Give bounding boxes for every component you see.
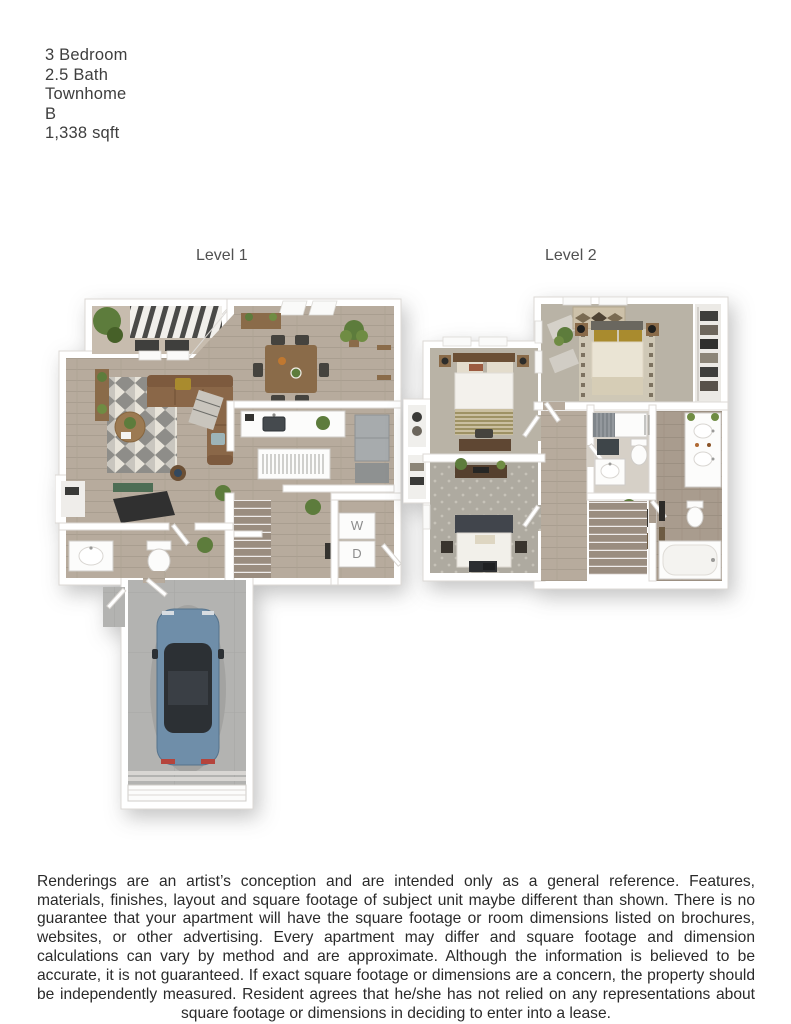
desk bbox=[459, 439, 511, 451]
bath-plant bbox=[197, 537, 213, 553]
olive-pillow-l bbox=[594, 330, 617, 342]
stairs-level2 bbox=[589, 501, 647, 575]
skylight bbox=[279, 301, 307, 315]
washer-label: W bbox=[350, 518, 364, 533]
bathtub bbox=[659, 541, 721, 579]
car bbox=[150, 605, 226, 773]
blue-pillow bbox=[211, 433, 225, 445]
toilet bbox=[147, 541, 171, 573]
olive-pillow-r bbox=[619, 330, 642, 342]
wall-art bbox=[325, 543, 331, 559]
balcony bbox=[92, 306, 222, 354]
unit-info bbox=[45, 46, 128, 144]
folded-blanket bbox=[592, 377, 643, 395]
dining-chair bbox=[295, 335, 309, 345]
dining-chair bbox=[271, 335, 285, 345]
stair-railing bbox=[234, 531, 262, 537]
level1-floorplan bbox=[55, 293, 405, 810]
unit-area: 1,338 sqft bbox=[45, 124, 120, 142]
kitchen-sink bbox=[263, 417, 285, 431]
desk-chair bbox=[475, 429, 493, 438]
unit-type: Townhome bbox=[45, 85, 127, 103]
car-taillight bbox=[161, 759, 175, 764]
car-taillight-2 bbox=[201, 759, 215, 764]
level1-label: Level 1 bbox=[196, 247, 248, 264]
shower-curtain bbox=[593, 413, 615, 437]
master-duvet bbox=[592, 342, 643, 378]
entry-bench bbox=[113, 483, 153, 492]
car-mirror-right bbox=[218, 649, 224, 659]
master-headboard bbox=[591, 321, 643, 330]
lower-cabinet bbox=[355, 463, 389, 483]
headboard bbox=[453, 353, 515, 362]
coffee-table bbox=[115, 412, 145, 442]
car-roof bbox=[168, 671, 208, 705]
wall-shelf-2 bbox=[377, 375, 391, 380]
wall-shelf bbox=[377, 345, 391, 350]
unit-plan-letter: B bbox=[45, 104, 57, 123]
disclaimer-text: Renderings are an artist’s conception and are intended only as a general reference. Features, materials, finishes, layout and square footage of subject unit maybe different than shown. There is no guarantee that your apartment will have the square footage or room dimensions listed on brochures, websites, or other advertising. Every apartment may differ and square footage and dimension calculations can vary by method and are approximate. Although the information is believed to be accurate, it is not guaranteed. If exact square footage or dimensions are a concern, the property should be independently measured. Resident agrees that he/she has not relied on any representations about square footage or dimensions in deciding to enter into a lease. bbox=[37, 872, 755, 1022]
skylight-2 bbox=[309, 301, 337, 315]
bed-duvet bbox=[455, 373, 513, 409]
nightstand-dark-2 bbox=[515, 541, 527, 553]
dark-headboard bbox=[455, 515, 513, 533]
hallway-level2 bbox=[589, 499, 648, 575]
unit-bathrooms: 2.5 Bath bbox=[45, 65, 109, 84]
patio-door-2 bbox=[167, 351, 189, 360]
kitchen-counter bbox=[241, 411, 345, 437]
nightstand-dark bbox=[441, 541, 453, 553]
master-toilet bbox=[687, 501, 703, 527]
hall-toilet bbox=[631, 439, 647, 465]
bath-art bbox=[659, 501, 665, 521]
unit-bedrooms: 3 Bedroom bbox=[45, 46, 128, 64]
dining-table bbox=[265, 345, 317, 393]
patio-door bbox=[139, 351, 161, 360]
level2-floorplan bbox=[403, 295, 765, 595]
bath-mat bbox=[597, 439, 619, 455]
dryer-label: D bbox=[352, 546, 362, 561]
olive-pillow bbox=[175, 378, 191, 390]
level2-label: Level 2 bbox=[545, 247, 597, 264]
stairs-level1 bbox=[234, 500, 271, 578]
kitchen-island bbox=[258, 449, 330, 479]
car-mirror-left bbox=[152, 649, 158, 659]
hall-plant-2 bbox=[305, 499, 321, 515]
dining-chair bbox=[319, 363, 329, 377]
dining-chair bbox=[253, 363, 263, 377]
